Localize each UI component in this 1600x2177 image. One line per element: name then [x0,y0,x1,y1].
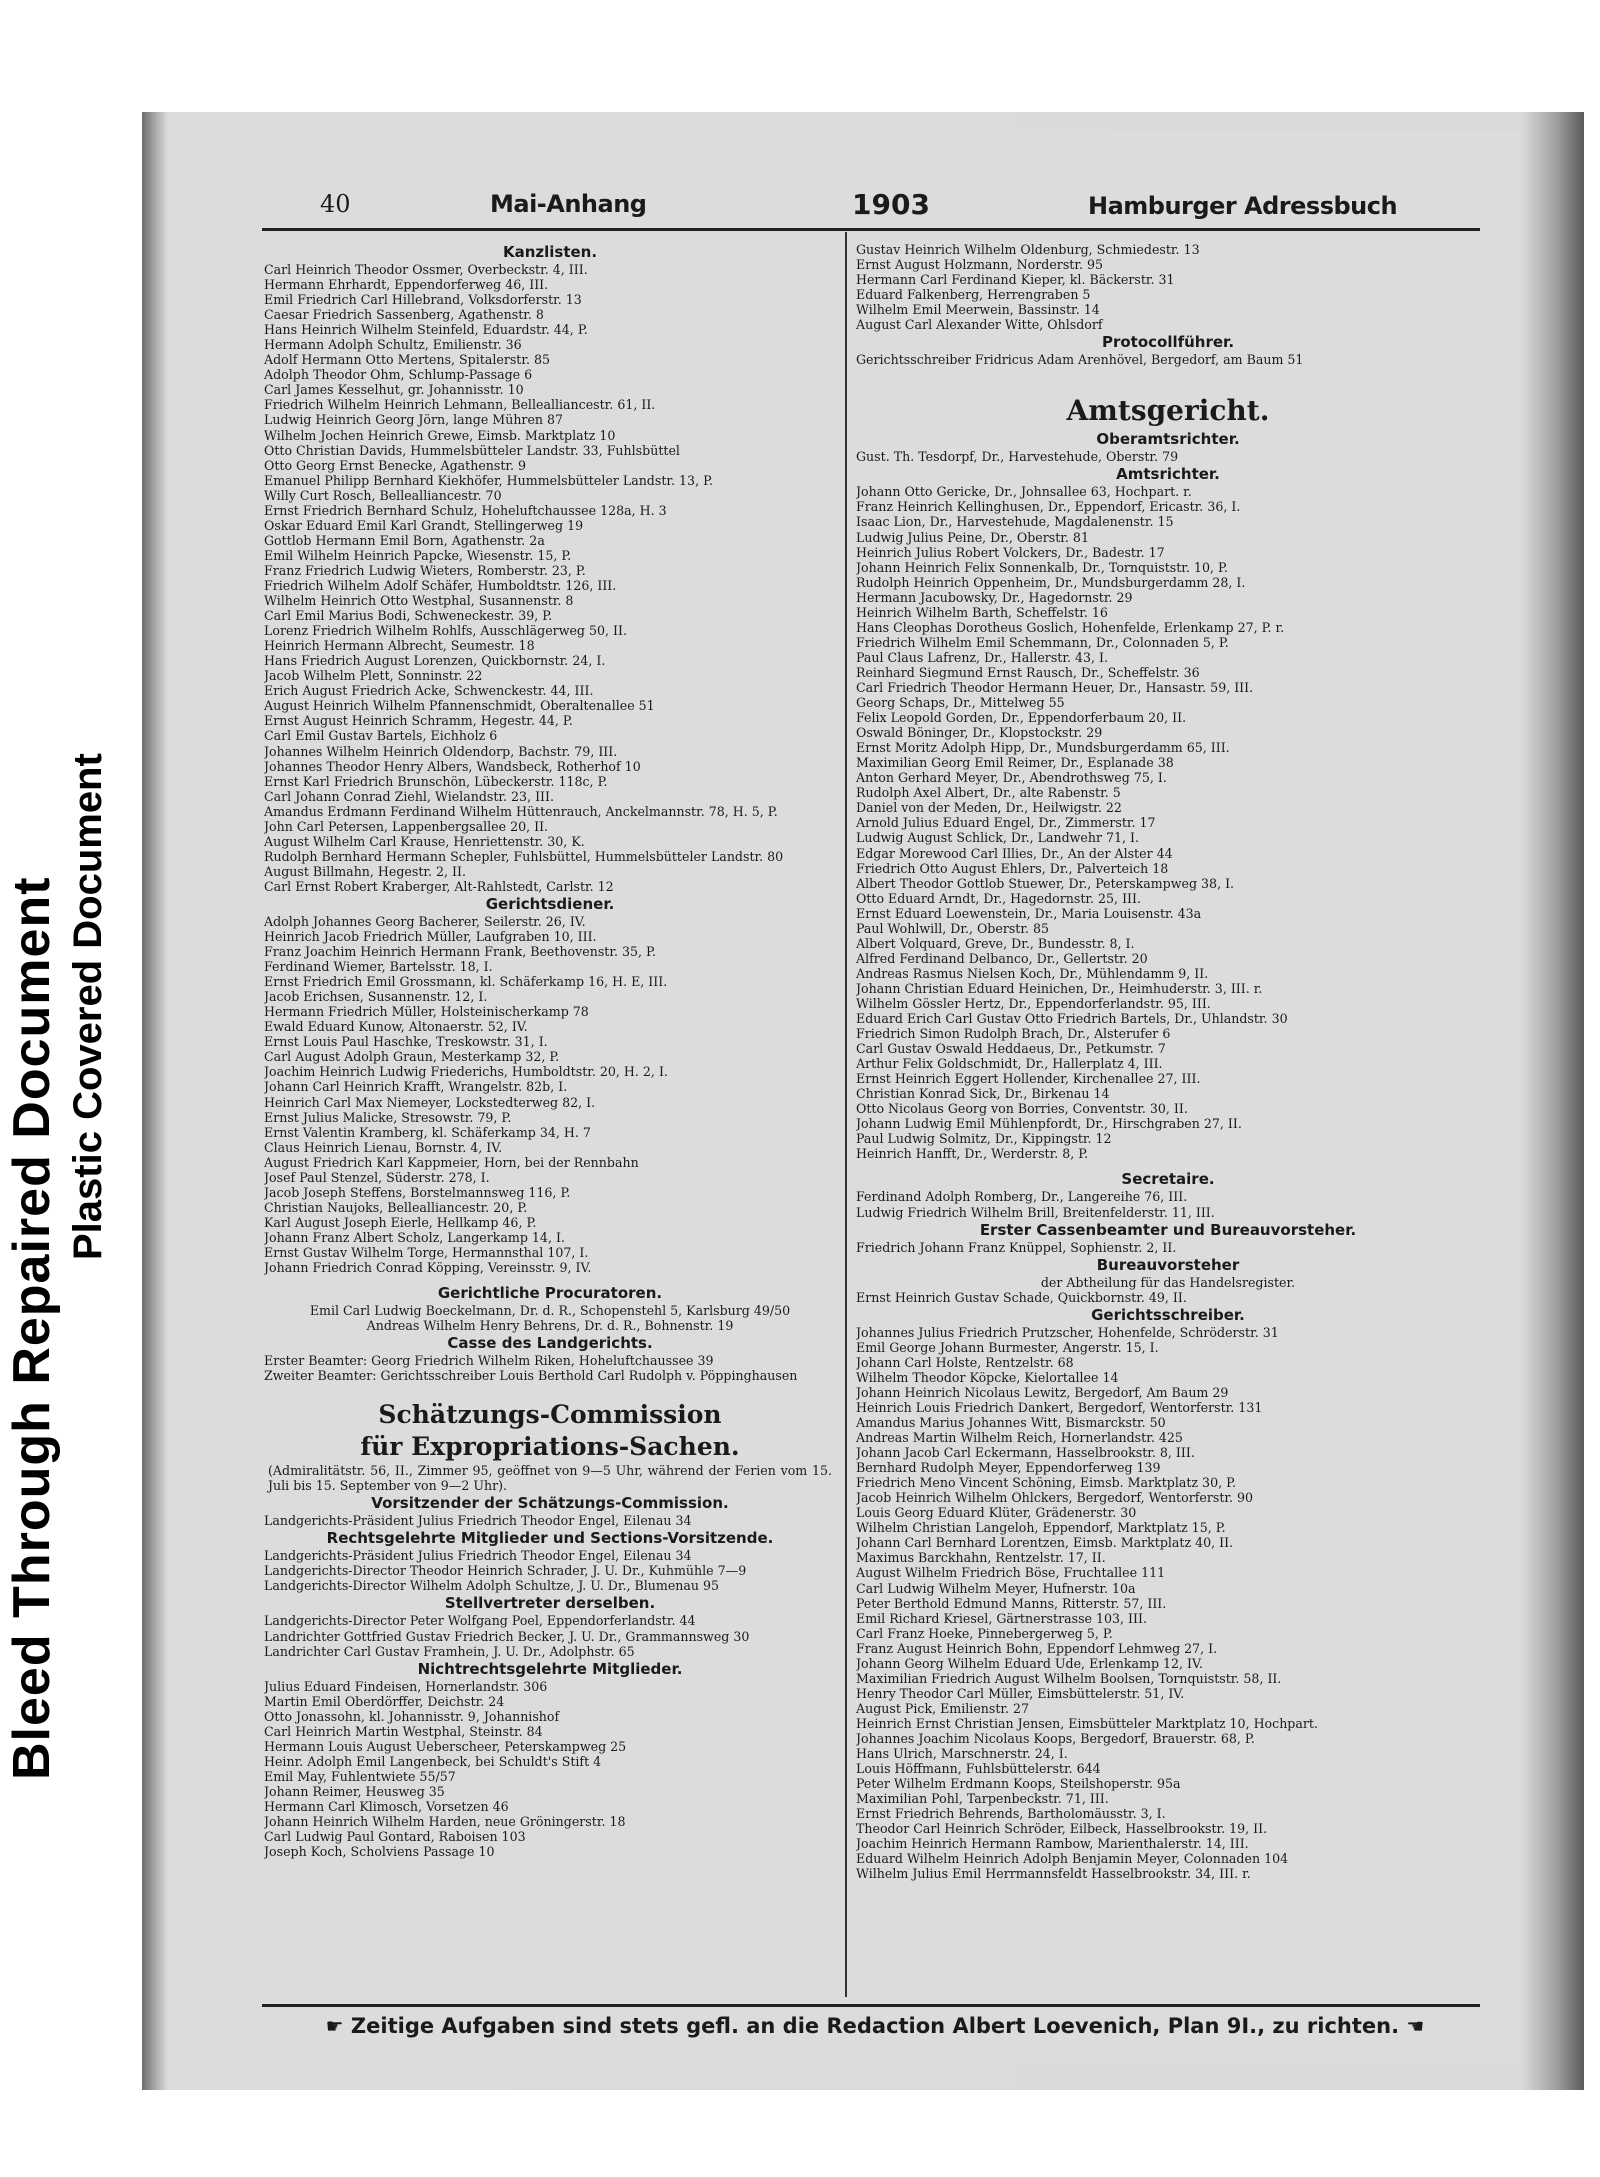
directory-entry: Willy Curt Rosch, Bellealliancestr. 70 [264,487,502,503]
directory-entry: Adolf Hermann Otto Mertens, Spitalerstr. 85 [264,352,551,368]
directory-entry: Claus Heinrich Lienau, Bornstr. 4, IV. [264,1139,503,1155]
directory-entry: Johann Ludwig Emil Mühlenpfordt, Dr., Hirschgraben 27, II. [856,1116,1242,1132]
section-heading-secretaire: Secretaire. [1121,1170,1215,1189]
directory-entry: Arthur Felix Goldschmidt, Dr., Hallerplatz 4, III. [856,1056,1163,1072]
directory-entry: Gust. Th. Tesdorpf, Dr., Harvestehude, Oberstr. 79 [856,449,1179,465]
directory-entry: August Friedrich Karl Kappmeier, Horn, bei der Rennbahn [264,1154,639,1170]
directory-entry: Johann Reimer, Heusweg 35 [264,1783,445,1799]
side-label-strip [0,120,145,1780]
directory-entry: Carl August Adolph Graun, Mesterkamp 32, P. [264,1049,560,1065]
directory-entry: Jacob Wilhelm Plett, Sonninstr. 22 [264,668,483,684]
footer-text: Zeitige Aufgaben sind stets gefl. an die Redaction Albert Loevenich, Plan 9I., zu richten. [350,2014,1400,2038]
bureauvorsteher-list [856,1290,1480,1305]
directory-entry: Johann Heinrich Nicolaus Lewitz, Bergedorf, Am Baum 29 [856,1384,1229,1400]
directory-entry: Wilhelm Julius Emil Herrmannsfeldt Hasselbrookstr. 34, III. r. [856,1866,1251,1882]
directory-entry: Otto Christian Davids, Hummelsbütteler Landstr. 33, Fuhlsbüttel [264,442,680,458]
vorsitzender-list [264,1513,836,1528]
directory-entry: Peter Berthold Edmund Manns, Ritterstr. 57, III. [856,1595,1167,1611]
rechtsgelehrte-list [264,1548,836,1593]
section-heading-stellvertreter: Stellvertreter derselben. [444,1594,656,1613]
directory-entry: Joachim Heinrich Hermann Rambow, Marienthalerstr. 14, III. [856,1836,1249,1852]
header-left-title: Mai-Anhang [490,190,647,218]
directory-entry: Julius Eduard Findeisen, Hornerlandstr. 306 [264,1678,548,1694]
directory-entry: Wilhelm Christian Langeloh, Eppendorf, Marktplatz 15, P. [856,1520,1226,1536]
directory-entry: Carl Gustav Oswald Heddaeus, Dr., Petkumstr. 7 [856,1041,1166,1057]
directory-entry: Otto Nicolaus Georg von Borries, Conventstr. 30, II. [856,1101,1188,1117]
header-year: 1903 [852,188,930,221]
directory-entry: Alfred Ferdinand Delbanco, Dr., Gellertstr. 20 [856,950,1148,966]
directory-entry: Hermann Louis August Ueberscheer, Peterskampweg 25 [264,1738,627,1754]
directory-entry: Joachim Heinrich Ludwig Friederichs, Humboldtstr. 20, H. 2, I. [264,1064,668,1080]
directory-entry: Ferdinand Wiemer, Bartelsstr. 18, I. [264,959,493,975]
directory-entry: Rudolph Bernhard Hermann Schepler, Fuhlsbüttel, Hummelsbütteler Landstr. 80 [264,848,784,864]
directory-entry: Wilhelm Gössler Hertz, Dr., Eppendorferlandstr. 95, III. [856,995,1211,1011]
section-heading-amtsrichter: Amtsrichter. [1116,465,1220,484]
protocollfuehrer-list [856,352,1480,367]
section-heading-procuratoren: Gerichtliche Procuratoren. [437,1284,663,1303]
directory-entry: Heinrich Julius Robert Volckers, Dr., Badestr. 17 [856,544,1165,560]
directory-entry: Hermann Friedrich Müller, Holsteinischerkamp 78 [264,1004,589,1020]
directory-entry: Maximilian Friedrich August Wilhelm Boolsen, Tornquiststr. 58, II. [856,1670,1282,1686]
directory-entry: Carl James Kesselhut, gr. Johannisstr. 10 [264,382,524,398]
directory-entry: Carl Franz Hoeke, Pinnebergerweg 5, P. [856,1625,1113,1641]
directory-entry: Wilhelm Heinrich Otto Westphal, Susannenstr. 8 [264,593,574,609]
directory-entry: Landgerichts-Director Theodor Heinrich Schrader, J. U. Dr., Kuhmühle 7—9 [264,1563,747,1579]
directory-entry: Ernst August Holzmann, Norderstr. 95 [856,257,1104,273]
directory-entry: Ewald Eduard Kunow, Altonaerstr. 52, IV. [264,1019,528,1035]
section-heading-cassenbeamter: Erster Cassenbeamter und Bureauvorsteher. [979,1220,1357,1239]
directory-entry: Friedrich Johann Franz Knüppel, Sophienstr. 2, II. [856,1239,1177,1255]
gerichtsschreiber-list [856,1325,1480,1882]
directory-entry: Gustav Heinrich Wilhelm Oldenburg, Schmiedestr. 13 [856,242,1200,257]
directory-entry: Christian Konrad Sick, Dr., Birkenau 14 [856,1086,1110,1102]
directory-entry: Zweiter Beamter: Gerichtsschreiber Louis Berthold Carl Rudolph v. Pöppinghausen [264,1368,798,1384]
page-number: 40 [320,190,351,218]
directory-entry: Ludwig Heinrich Georg Jörn, lange Mühren 87 [264,412,564,428]
commission-note: (Admiralitätstr. 56, II., Zimmer 95, geöffnet von 9—5 Uhr, während der Ferien vom 15. Juli bis 15. September von 9—2 Uhr). [268,1463,832,1494]
directory-entry: Ferdinand Adolph Romberg, Dr., Langereihe 76, III. [856,1189,1188,1205]
section-heading-gerichtsschreiber: Gerichtsschreiber. [1091,1305,1245,1324]
directory-entry: Rudolph Axel Albert, Dr., alte Rabenstr. 5 [856,785,1121,801]
directory-entry: Emanuel Philipp Bernhard Kiekhöfer, Hummelsbütteler Landstr. 13, P. [264,472,713,488]
directory-entry: Carl Ludwig Wilhelm Meyer, Hufnerstr. 10a [856,1580,1136,1596]
directory-entry: Heinrich Carl Max Niemeyer, Lockstedterweg 82, I. [264,1094,596,1110]
directory-entry: Emil Wilhelm Heinrich Papcke, Wiesenstr. 15, P. [264,547,572,563]
directory-entry: Heinrich Wilhelm Barth, Scheffelstr. 16 [856,604,1108,620]
directory-entry: Gottlob Hermann Emil Born, Agathenstr. 2a [264,532,545,548]
directory-entry: Adolph Johannes Georg Bacherer, Seilerstr. 26, IV. [264,913,586,929]
directory-entry: Johann Carl Heinrich Krafft, Wrangelstr. 82b, I. [264,1079,568,1095]
directory-entry: Adolph Theodor Ohm, Schlump-Passage 6 [264,367,533,383]
directory-entry: Heinr. Adolph Emil Langenbeck, bei Schuldt's Stift 4 [264,1753,602,1769]
pointing-hand-icon: ☚ [1406,2014,1425,2038]
continuation-list [856,242,1480,332]
bureauvorsteher-subheading: der Abtheilung für das Handelsregister. [1040,1274,1296,1290]
directory-entry: Carl Heinrich Martin Westphal, Steinstr. 84 [264,1723,543,1739]
directory-entry: Hans Heinrich Wilhelm Steinfeld, Eduardstr. 44, P. [264,322,588,338]
directory-entry: August Pick, Emilienstr. 27 [856,1700,1030,1716]
directory-entry: Georg Schaps, Dr., Mittelweg 55 [856,695,1065,711]
directory-entry: Anton Gerhard Meyer, Dr., Abendrothsweg 75, I. [856,770,1167,786]
directory-entry: Oswald Böninger, Dr., Klopstockstr. 29 [856,725,1103,741]
directory-entry: Franz Joachim Heinrich Hermann Frank, Beethovenstr. 35, P. [264,944,656,960]
directory-entry: Heinrich Ernst Christian Jensen, Eimsbütteler Marktplatz 10, Hochpart. [856,1715,1318,1731]
page-header [180,132,1520,232]
directory-entry: Johann Jacob Carl Eckermann, Hasselbrookstr. 8, III. [856,1445,1195,1461]
directory-entry: Ernst Friedrich Bernhard Schulz, Hoheluftchaussee 128a, H. 3 [264,502,667,518]
directory-entry: August Carl Alexander Witte, Ohlsdorf [856,317,1103,333]
directory-entry: Gerichtsschreiber Fridricus Adam Arenhövel, Bergedorf, am Baum 51 [856,352,1304,368]
directory-entry: Caesar Friedrich Sassenberg, Agathenstr. 8 [264,307,544,323]
directory-entry: Carl Emil Marius Bodi, Schweneckestr. 39, P. [264,608,553,624]
directory-entry: August Heinrich Wilhelm Pfannenschmidt, Oberaltenallee 51 [264,698,655,714]
directory-entry: Andreas Martin Wilhelm Reich, Hornerlandstr. 425 [856,1430,1183,1446]
directory-entry: Maximilian Pohl, Tarpenbeckstr. 71, III. [856,1791,1109,1807]
directory-entry: August Wilhelm Friedrich Böse, Fruchtallee 111 [856,1565,1166,1581]
directory-entry: Paul Wohlwill, Dr., Oberstr. 85 [856,920,1050,936]
directory-entry: Wilhelm Theodor Köpcke, Kielortallee 14 [856,1369,1119,1385]
directory-entry: Johannes Joachim Nicolaus Koops, Bergedorf, Brauerstr. 68, P. [856,1730,1255,1746]
directory-entry: Louis Höffmann, Fuhlsbüttelerstr. 644 [856,1761,1101,1777]
directory-entry: Amandus Erdmann Ferdinand Wilhelm Hüttenrauch, Anckelmannstr. 78, H. 5, P. [264,803,778,819]
directory-entry: Wilhelm Jochen Heinrich Grewe, Eimsb. Marktplatz 10 [264,427,616,443]
directory-entry: Johann Christian Eduard Heinichen, Dr., Heimhuderstr. 3, III. r. [856,980,1263,996]
directory-entry: Landgerichts-Präsident Julius Friedrich Theodor Engel, Eilenau 34 [264,1548,692,1564]
directory-entry: Lorenz Friedrich Wilhelm Rohlfs, Ausschlägerweg 50, II. [264,623,627,639]
directory-entry: Carl Ernst Robert Kraberger, Alt-Rahlstedt, Carlstr. 12 [264,878,614,894]
section-heading-rechtsgelehrte: Rechtsgelehrte Mitglieder und Sections-Vorsitzende. [326,1529,774,1548]
directory-entry: Hans Friedrich August Lorenzen, Quickbornstr. 24, I. [264,653,606,669]
directory-entry: Ernst Eduard Loewenstein, Dr., Maria Louisenstr. 43a [856,905,1202,921]
directory-entry: Landrichter Carl Gustav Framhein, J. U. Dr., Adolphstr. 65 [264,1643,635,1659]
directory-entry: Johann Friedrich Conrad Köpping, Vereinsstr. 9, IV. [264,1260,592,1276]
directory-entry: Arnold Julius Eduard Engel, Dr., Zimmerstr. 17 [856,815,1156,831]
directory-entry: Landgerichts-Director Wilhelm Adolph Schultze, J. U. Dr., Blumenau 95 [264,1578,720,1594]
directory-entry: Hermann Carl Ferdinand Kieper, kl. Bäckerstr. 31 [856,272,1175,288]
directory-entry: Andreas Rasmus Nielsen Koch, Dr., Mühlendamm 9, II. [856,965,1209,981]
directory-entry: Eduard Erich Carl Gustav Otto Friedrich Bartels, Dr., Uhlandstr. 30 [856,1011,1288,1027]
directory-entry: Ernst Friedrich Emil Grossmann, kl. Schäferkamp 16, H. E, III. [264,974,668,990]
amtsgericht-title: Amtsgericht. [1066,394,1270,428]
directory-entry: Jacob Heinrich Wilhelm Ohlckers, Bergedorf, Wentorferstr. 90 [856,1490,1254,1506]
directory-entry: Maximilian Georg Emil Reimer, Dr., Esplanade 38 [856,755,1174,771]
directory-entry: Carl Ludwig Paul Gontard, Raboisen 103 [264,1829,526,1845]
directory-entry: Johann Carl Bernhard Lorentzen, Eimsb. Marktplatz 40, II. [856,1535,1234,1551]
directory-entry: Isaac Lion, Dr., Harvestehude, Magdalenenstr. 15 [856,514,1174,530]
directory-entry: Friedrich Otto August Ehlers, Dr., Palverteich 18 [856,860,1169,876]
section-heading-vorsitzender: Vorsitzender der Schätzungs-Commission. [371,1494,729,1513]
directory-entry: Hermann Jacubowsky, Dr., Hagedornstr. 29 [856,589,1133,605]
directory-entry: Josef Paul Stenzel, Süderstr. 278, I. [264,1169,490,1185]
directory-entry: Johann Heinrich Wilhelm Harden, neue Gröningerstr. 18 [264,1814,626,1830]
directory-entry: Bernhard Rudolph Meyer, Eppendorferweg 139 [856,1460,1161,1476]
directory-entry: Amandus Marius Johannes Witt, Bismarckstr. 50 [856,1415,1166,1430]
directory-entry: Peter Wilhelm Erdmann Koops, Steilshoperstr. 95a [856,1776,1181,1792]
directory-entry: Carl Emil Gustav Bartels, Eichholz 6 [264,728,498,744]
directory-entry: Emil May, Fuhlentwiete 55/57 [264,1768,456,1784]
commission-title-line2: für Expropriations-Sachen. [360,1432,740,1462]
stellvertreter-list [264,1613,836,1658]
directory-entry: Friedrich Simon Rudolph Brach, Dr., Alsterufer 6 [856,1026,1171,1042]
directory-entry: Carl Johann Conrad Ziehl, Wielandstr. 23, III. [264,788,555,804]
pointing-hand-icon: ☛ [325,2014,344,2038]
directory-entry: Heinrich Hanfft, Dr., Werderstr. 8, P. [856,1146,1089,1162]
directory-entry: Franz Heinrich Kellinghusen, Dr., Eppendorf, Ericastr. 36, I. [856,499,1241,515]
directory-entry: Landrichter Gottfried Gustav Friedrich Becker, J. U. Dr., Grammannsweg 30 [264,1628,750,1644]
directory-entry: Ernst Heinrich Gustav Schade, Quickbornstr. 49, II. [856,1289,1187,1305]
directory-entry: Johann Georg Wilhelm Eduard Ude, Erlenkamp 12, IV. [856,1655,1203,1671]
header-rule [262,228,1480,231]
footer-rule [262,2004,1480,2007]
column-divider [845,232,847,1997]
directory-entry: Johann Otto Gericke, Dr., Johnsallee 63, Hochpart. r. [856,484,1192,500]
directory-entry: Friedrich Wilhelm Emil Schemmann, Dr., Colonnaden 5, P. [856,634,1229,650]
directory-entry: Franz August Heinrich Bohn, Eppendorf Lehmweg 27, I. [856,1640,1218,1656]
header-right-title: Hamburger Adressbuch [1088,192,1398,220]
directory-entry: Christian Naujoks, Bellealliancestr. 20, P. [264,1199,528,1215]
section-heading-nichtrechtsgelehrte: Nichtrechtsgelehrte Mitglieder. [417,1659,683,1678]
directory-entry: Friedrich Wilhelm Heinrich Lehmann, Bellealliancestr. 61, II. [264,397,656,413]
directory-entry: Reinhard Siegmund Ernst Rausch, Dr., Scheffelstr. 36 [856,664,1200,680]
gerichtsdiener-list [264,914,836,1275]
directory-entry: Louis Georg Eduard Klüter, Grädenerstr. 30 [856,1505,1137,1521]
directory-entry: Albert Theodor Gottlob Stuewer, Dr., Peterskampweg 38, I. [856,875,1235,891]
directory-entry: Heinrich Hermann Albrecht, Seumestr. 18 [264,638,535,654]
directory-entry: Johann Franz Albert Scholz, Langerkamp 14, I. [264,1229,565,1245]
cassenbeamter-list [856,1240,1480,1255]
directory-entry: Friedrich Meno Vincent Schöning, Eimsb. Marktplatz 30, P. [856,1475,1237,1491]
directory-entry: Andreas Wilhelm Henry Behrens, Dr. d. R., Bohnenstr. 19 [366,1318,734,1334]
directory-entry: Johann Carl Holste, Rentzelstr. 68 [856,1354,1074,1370]
directory-entry: Ernst Julius Malicke, Stresowstr. 79, P. [264,1109,512,1125]
directory-entry: Landgerichts-Präsident Julius Friedrich Theodor Engel, Eilenau 34 [264,1513,692,1529]
directory-page [180,132,1520,2062]
directory-entry: Ernst August Heinrich Schramm, Hegestr. 44, P. [264,713,573,729]
directory-entry: Johannes Wilhelm Heinrich Oldendorp, Bachstr. 79, III. [264,743,618,759]
footer-notice [270,2014,1480,2038]
directory-entry: Paul Ludwig Solmitz, Dr., Kippingstr. 12 [856,1131,1112,1147]
directory-entry: Ernst Louis Paul Haschke, Treskowstr. 31, I. [264,1034,548,1050]
directory-entry: Otto Eduard Arndt, Dr., Hagedornstr. 25, III. [856,890,1141,906]
procuratoren-list [264,1303,836,1333]
directory-entry: Erster Beamter: Georg Friedrich Wilhelm Riken, Hoheluftchaussee 39 [264,1353,714,1369]
directory-entry: Albert Volquard, Greve, Dr., Bundesstr. 8, I. [856,935,1135,951]
directory-entry: Jacob Erichsen, Susannenstr. 12, I. [264,989,488,1005]
right-column [856,242,1480,2002]
directory-entry: John Carl Petersen, Lappenbergsallee 20, II. [264,818,549,834]
section-heading-casse: Casse des Landgerichts. [447,1334,653,1353]
directory-entry: Rudolph Heinrich Oppenheim, Dr., Mundsburgerdamm 28, I. [856,574,1246,590]
directory-entry: Johann Heinrich Felix Sonnenkalb, Dr., Tornquiststr. 10, P. [856,559,1228,575]
directory-entry: Emil Carl Ludwig Boeckelmann, Dr. d. R., Schopenstehl 5, Karlsburg 49/50 [309,1303,791,1319]
scanned-sheet [142,112,1584,2090]
directory-entry: Ernst Heinrich Eggert Hollender, Kirchenallee 27, III. [856,1071,1201,1087]
directory-entry: Henry Theodor Carl Müller, Eimsbüttelerstr. 51, IV. [856,1685,1185,1701]
directory-entry: Edgar Morewood Carl Illies, Dr., An der Alster 44 [856,845,1173,861]
directory-entry: Eduard Wilhelm Heinrich Adolph Benjamin Meyer, Colonnaden 104 [856,1851,1289,1867]
directory-entry: Johannes Julius Friedrich Prutzscher, Hohenfelde, Schröderstr. 31 [856,1324,1279,1340]
section-heading-oberamtsrichter: Oberamtsrichter. [1096,430,1240,449]
directory-entry: Franz Friedrich Ludwig Wieters, Romberstr. 23, P. [264,562,586,578]
directory-entry: Ernst Gustav Wilhelm Torge, Hermannsthal 107, I. [264,1245,589,1260]
directory-entry: Paul Claus Lafrenz, Dr., Hallerstr. 43, I. [856,649,1109,665]
directory-entry: Ludwig Friedrich Wilhelm Brill, Breitenfelderstr. 11, III. [856,1204,1215,1220]
left-column [264,242,836,2002]
directory-entry: Hermann Adolph Schultz, Emilienstr. 36 [264,337,522,353]
secretaire-list [856,1189,1480,1219]
directory-entry: Hans Ulrich, Marschnerstr. 24, I. [856,1746,1068,1762]
section-heading-gerichtsdiener: Gerichtsdiener. [485,894,615,913]
side-label-primary: Bleed Through Repaired Document [3,876,61,1780]
directory-entry: Ernst Valentin Kramberg, kl. Schäferkamp 34, H. 7 [264,1124,591,1140]
directory-entry: Carl Heinrich Theodor Ossmer, Overbeckstr. 4, III. [264,262,588,277]
kanzlisten-list [264,262,836,894]
amtsrichter-list [856,484,1480,1161]
directory-entry: Carl Friedrich Theodor Hermann Heuer, Dr., Hansastr. 59, III. [856,679,1254,695]
directory-entry: Joseph Koch, Scholviens Passage 10 [264,1844,495,1860]
section-heading-bureauvorsteher: Bureauvorsteher [1096,1255,1240,1274]
commission-title-line1: Schätzungs-Commission [378,1400,722,1430]
directory-entry: Martin Emil Oberdörffer, Deichstr. 24 [264,1693,505,1709]
casse-list [264,1353,836,1383]
directory-entry: Ludwig Julius Peine, Dr., Oberstr. 81 [856,529,1089,545]
directory-entry: Hermann Ehrhardt, Eppendorferweg 46, III. [264,277,549,293]
oberamtsrichter-list [856,449,1480,464]
directory-entry: Hermann Carl Klimosch, Vorsetzen 46 [264,1798,509,1814]
directory-entry: Emil Friedrich Carl Hillebrand, Volksdorferstr. 13 [264,292,582,308]
section-heading-protocollfuehrer: Protocollführer. [1101,333,1235,352]
directory-entry: Ernst Moritz Adolph Hipp, Dr., Mundsburgerdamm 65, III. [856,740,1230,756]
directory-entry: Otto Georg Ernst Benecke, Agathenstr. 9 [264,457,527,473]
directory-entry: Eduard Falkenberg, Herrengraben 5 [856,287,1091,303]
directory-entry: Maximus Barckhahn, Rentzelstr. 17, II. [856,1550,1106,1566]
directory-entry: Friedrich Wilhelm Adolf Schäfer, Humboldtstr. 126, III. [264,577,617,593]
directory-entry: Ernst Karl Friedrich Brunschön, Lübeckerstr. 118c, P. [264,773,608,789]
directory-entry: Felix Leopold Gorden, Dr., Eppendorferbaum 20, II. [856,710,1187,726]
directory-entry: Johannes Theodor Henry Albers, Wandsbeck, Rotherhof 10 [264,758,641,774]
section-heading-kanzlisten: Kanzlisten. [502,243,598,261]
directory-entry: Ernst Friedrich Behrends, Bartholomäusstr. 3, I. [856,1806,1166,1822]
directory-entry: Erich August Friedrich Acke, Schwenckestr. 44, III. [264,683,594,699]
directory-entry: Karl August Joseph Eierle, Hellkamp 46, P. [264,1214,537,1230]
directory-entry: Hans Cleophas Dorotheus Goslich, Hohenfelde, Erlenkamp 27, P. r. [856,619,1285,635]
directory-entry: Jacob Joseph Steffens, Borstelmannsweg 116, P. [264,1184,571,1200]
directory-entry: Landgerichts-Director Peter Wolfgang Poel, Eppendorferlandstr. 44 [264,1613,696,1629]
nichtrechtsgelehrte-list [264,1679,836,1860]
directory-entry: August Billmahn, Hegestr. 2, II. [264,863,467,879]
directory-entry: Emil George Johann Burmester, Angerstr. 15, I. [856,1339,1159,1355]
directory-entry: Otto Jonassohn, kl. Johannisstr. 9, Johannishof [264,1708,560,1724]
directory-entry: Heinrich Jacob Friedrich Müller, Laufgraben 10, III. [264,929,597,945]
directory-entry: Oskar Eduard Emil Karl Grandt, Stellingerweg 19 [264,517,584,533]
directory-entry: Ludwig August Schlick, Dr., Landwehr 71, I. [856,830,1140,846]
directory-entry: Emil Richard Kriesel, Gärtnerstrasse 103, III. [856,1610,1147,1626]
directory-entry: Wilhelm Emil Meerwein, Bassinstr. 14 [856,302,1100,318]
directory-entry: Theodor Carl Heinrich Schröder, Eilbeck, Hasselbrookstr. 19, II. [856,1821,1268,1837]
directory-entry: Daniel von der Meden, Dr., Heilwigstr. 22 [856,800,1122,816]
directory-entry: August Wilhelm Carl Krause, Henriettenstr. 30, K. [264,833,585,849]
side-label-secondary: Plastic Covered Document [66,753,110,1260]
directory-entry: Heinrich Louis Friedrich Dankert, Bergedorf, Wentorferstr. 131 [856,1399,1263,1415]
